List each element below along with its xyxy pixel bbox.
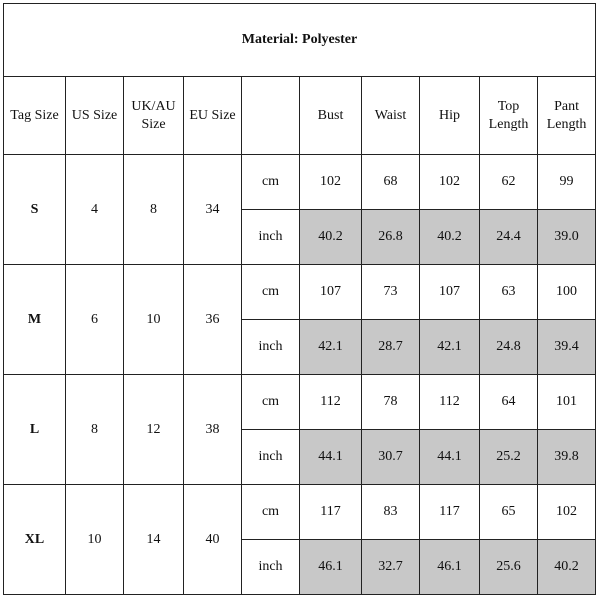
ukau-size-cell: 8 <box>124 155 184 265</box>
hip-cell: 107 <box>420 265 480 320</box>
ukau-size-cell: 14 <box>124 485 184 595</box>
pant-length-cell: 39.4 <box>538 320 596 375</box>
waist-cell: 83 <box>362 485 420 540</box>
top-length-cell: 25.2 <box>480 430 538 485</box>
eu-size-cell: 36 <box>184 265 242 375</box>
unit-cell: cm <box>242 265 300 320</box>
header-row <box>4 77 596 155</box>
bust-cell: 42.1 <box>300 320 362 375</box>
waist-cell: 73 <box>362 265 420 320</box>
bust-cell: 40.2 <box>300 210 362 265</box>
ukau-size-cell: 12 <box>124 375 184 485</box>
waist-cell: 78 <box>362 375 420 430</box>
unit-cell: cm <box>242 485 300 540</box>
ukau-size-cell: 10 <box>124 265 184 375</box>
top-length-cell: 64 <box>480 375 538 430</box>
top-length-cell: 63 <box>480 265 538 320</box>
hip-cell: 40.2 <box>420 210 480 265</box>
unit-cell: inch <box>242 540 300 595</box>
top-length-cell: 25.6 <box>480 540 538 595</box>
header-unit <box>242 77 300 155</box>
pant-length-cell: 39.8 <box>538 430 596 485</box>
header-tag-size: Tag Size <box>4 77 66 155</box>
tag-size-cell: S <box>4 155 66 265</box>
unit-cell: cm <box>242 155 300 210</box>
size-table <box>3 3 596 595</box>
tag-size-cell: XL <box>4 485 66 595</box>
hip-cell: 42.1 <box>420 320 480 375</box>
waist-cell: 26.8 <box>362 210 420 265</box>
header-ukau-size: UK/AU Size <box>124 77 184 155</box>
eu-size-cell: 34 <box>184 155 242 265</box>
top-length-cell: 62 <box>480 155 538 210</box>
hip-cell: 102 <box>420 155 480 210</box>
hip-cell: 44.1 <box>420 430 480 485</box>
pant-length-cell: 102 <box>538 485 596 540</box>
pant-length-cell: 100 <box>538 265 596 320</box>
us-size-cell: 10 <box>66 485 124 595</box>
top-length-cell: 65 <box>480 485 538 540</box>
unit-cell: inch <box>242 210 300 265</box>
table-row <box>4 485 596 540</box>
pant-length-cell: 101 <box>538 375 596 430</box>
waist-cell: 30.7 <box>362 430 420 485</box>
pant-length-cell: 39.0 <box>538 210 596 265</box>
bust-cell: 112 <box>300 375 362 430</box>
hip-cell: 112 <box>420 375 480 430</box>
us-size-cell: 6 <box>66 265 124 375</box>
size-chart <box>3 3 595 595</box>
pant-length-cell: 99 <box>538 155 596 210</box>
top-length-cell: 24.4 <box>480 210 538 265</box>
table-row <box>4 155 596 210</box>
hip-cell: 117 <box>420 485 480 540</box>
unit-cell: inch <box>242 320 300 375</box>
bust-cell: 46.1 <box>300 540 362 595</box>
waist-cell: 32.7 <box>362 540 420 595</box>
bust-cell: 117 <box>300 485 362 540</box>
hip-cell: 46.1 <box>420 540 480 595</box>
bust-cell: 102 <box>300 155 362 210</box>
header-top-length: Top Length <box>480 77 538 155</box>
header-hip: Hip <box>420 77 480 155</box>
us-size-cell: 8 <box>66 375 124 485</box>
header-pant-length: Pant Length <box>538 77 596 155</box>
bust-cell: 107 <box>300 265 362 320</box>
bust-cell: 44.1 <box>300 430 362 485</box>
tag-size-cell: L <box>4 375 66 485</box>
top-length-cell: 24.8 <box>480 320 538 375</box>
pant-length-cell: 40.2 <box>538 540 596 595</box>
header-waist: Waist <box>362 77 420 155</box>
waist-cell: 28.7 <box>362 320 420 375</box>
header-us-size: US Size <box>66 77 124 155</box>
unit-cell: cm <box>242 375 300 430</box>
waist-cell: 68 <box>362 155 420 210</box>
header-eu-size: EU Size <box>184 77 242 155</box>
header-bust: Bust <box>300 77 362 155</box>
table-title: Material: Polyester <box>4 4 596 77</box>
table-row <box>4 375 596 430</box>
us-size-cell: 4 <box>66 155 124 265</box>
table-row <box>4 265 596 320</box>
tag-size-cell: M <box>4 265 66 375</box>
eu-size-cell: 40 <box>184 485 242 595</box>
unit-cell: inch <box>242 430 300 485</box>
eu-size-cell: 38 <box>184 375 242 485</box>
